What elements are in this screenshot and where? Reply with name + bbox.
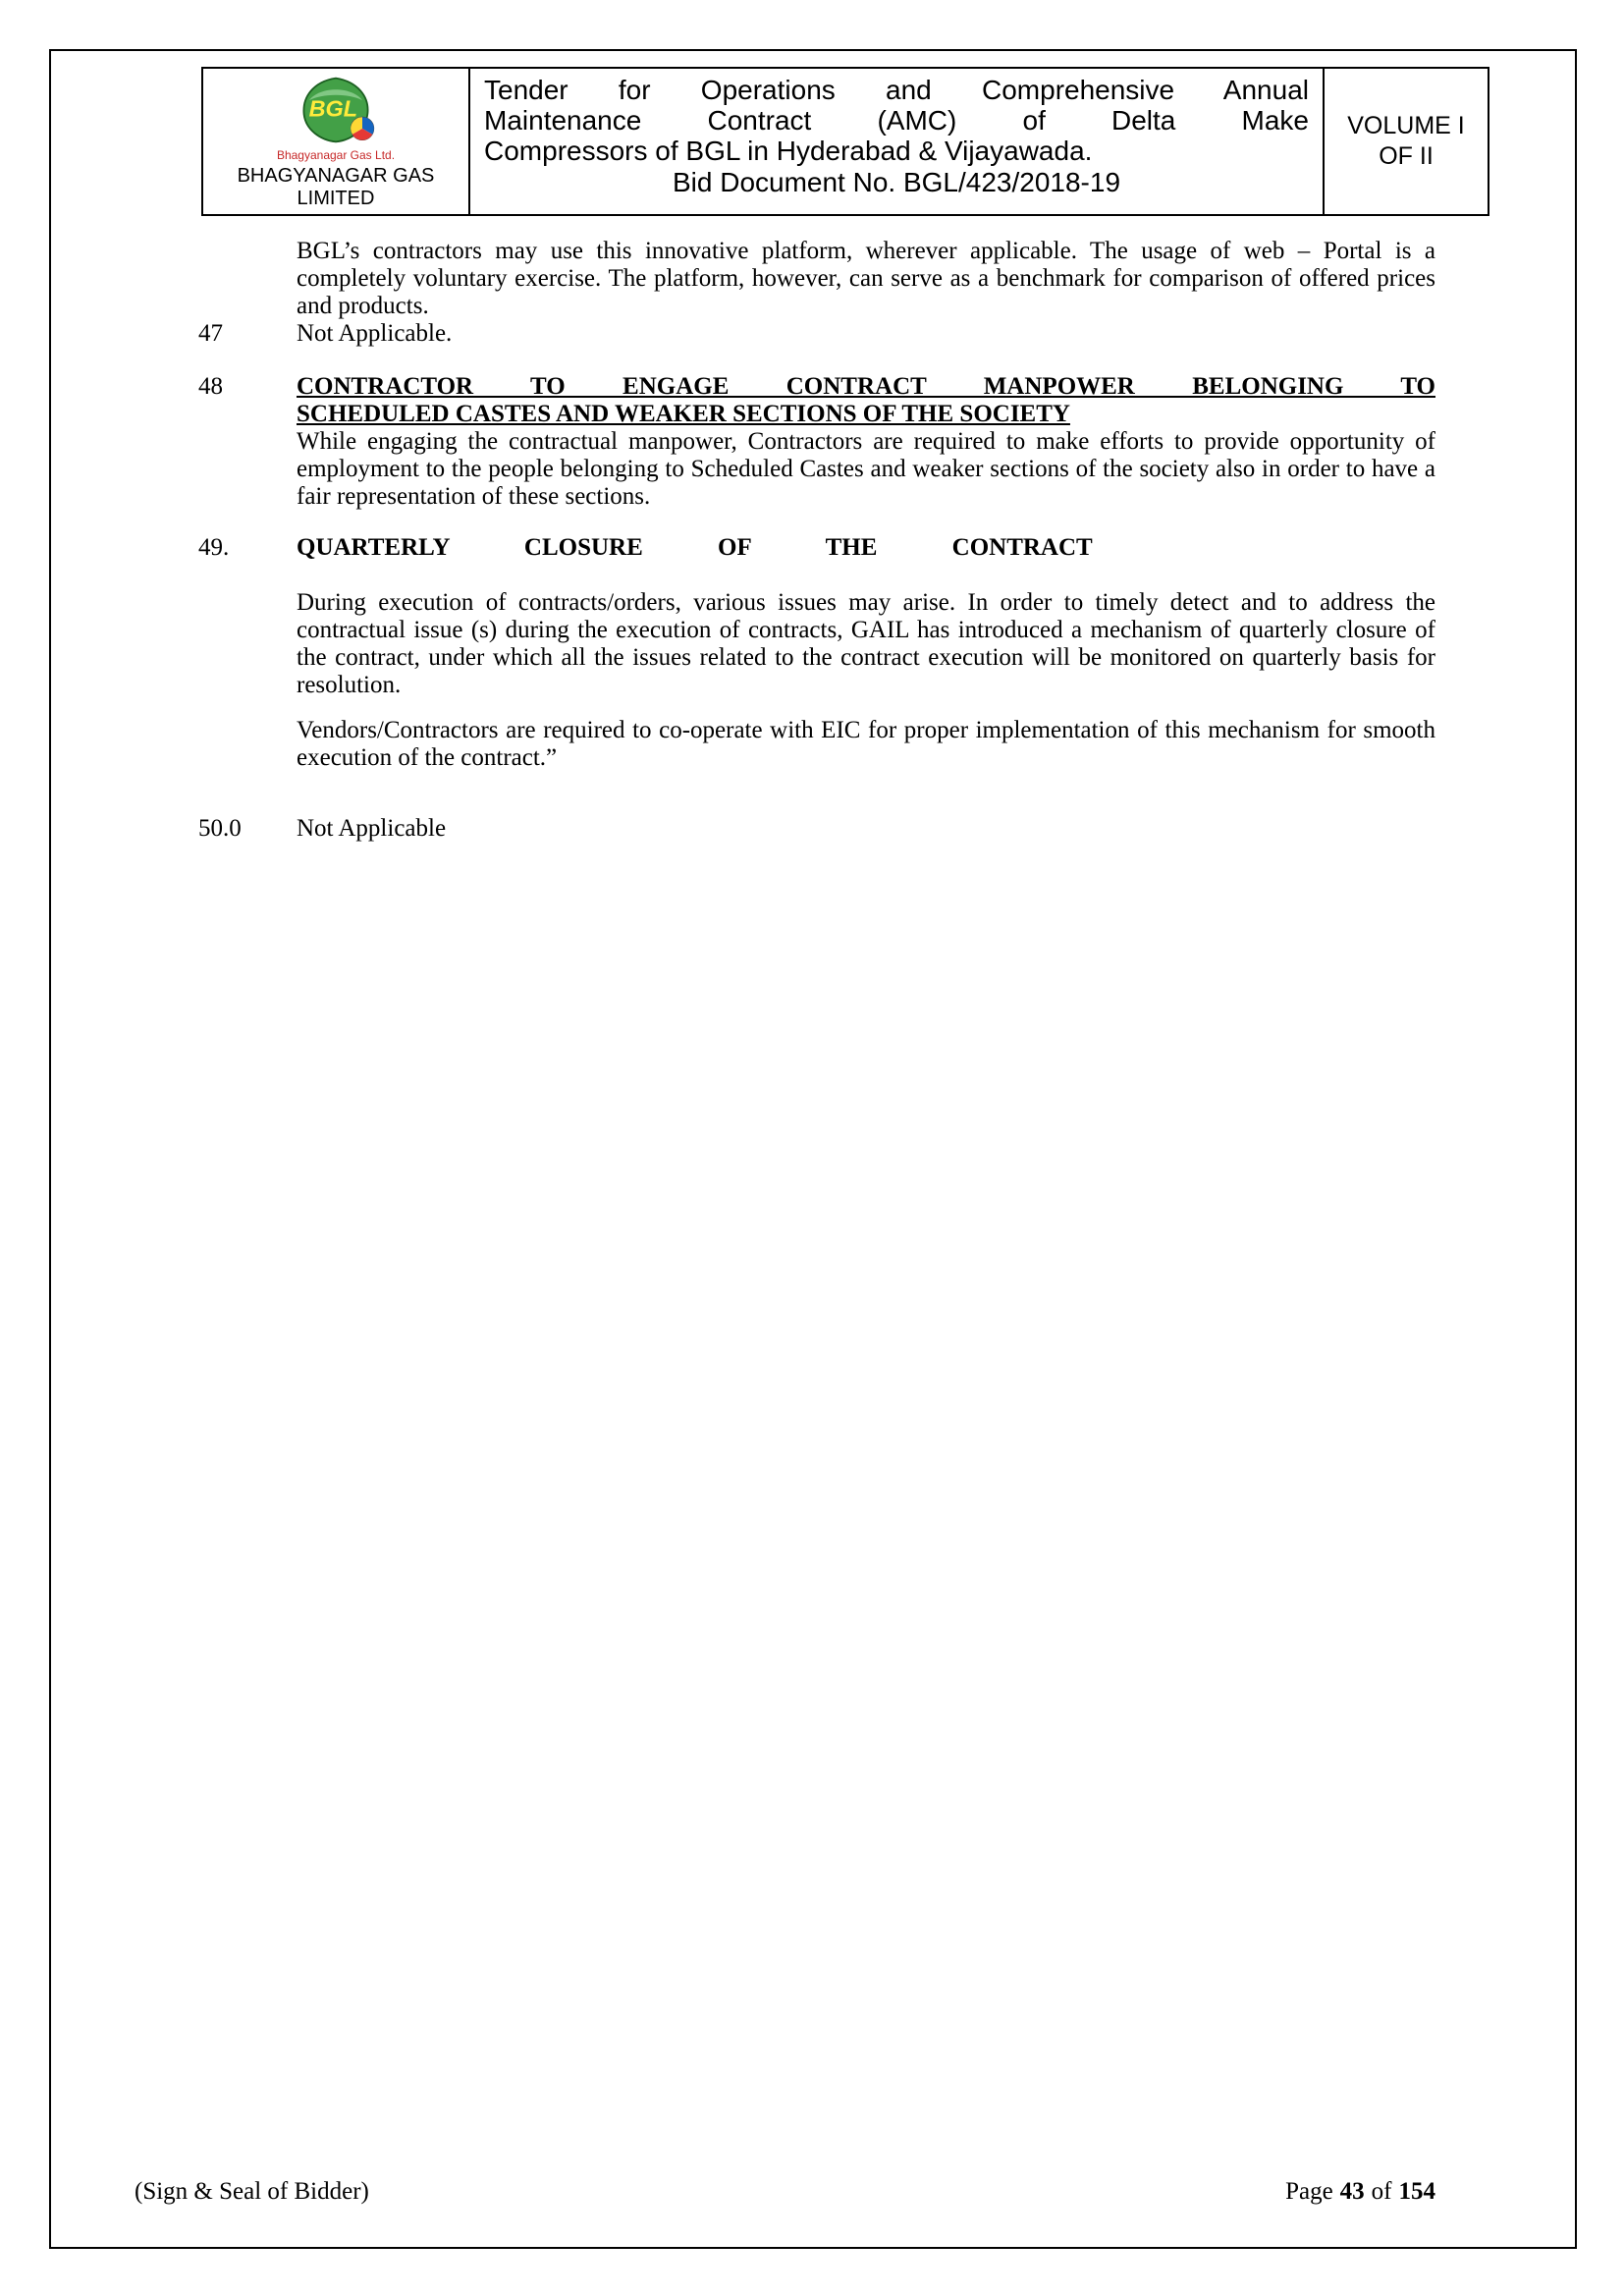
- logo-leaf-icon: [283, 74, 389, 146]
- org-name-line1: BHAGYANAGAR GAS: [237, 165, 435, 187]
- section-50: [198, 815, 1435, 843]
- section-49-heading: QUARTERLY CLOSURE OF THE CONTRACT: [297, 534, 1093, 561]
- section-48-heading: [297, 373, 1435, 428]
- volume-cell: [1325, 69, 1488, 214]
- section-47-number: 47: [198, 320, 223, 347]
- page-current: 43: [1339, 2178, 1365, 2205]
- logo-acronym: BGL: [308, 95, 357, 122]
- sign-seal-note: (Sign & Seal of Bidder): [135, 2178, 369, 2205]
- page-of-label: of: [1371, 2178, 1392, 2205]
- document-footer: [51, 2178, 1575, 2206]
- section-48: [198, 373, 1435, 511]
- bgl-logo: [283, 74, 389, 151]
- section-48-heading-line1: CONTRACTOR TO ENGAGE CONTRACT MANPOWER BELONGING TO: [297, 373, 1435, 400]
- section-50-number: 50.0: [198, 815, 242, 842]
- section-48-number: 48: [198, 373, 223, 400]
- logo-caption: Bhagyanagar Gas Ltd.: [276, 148, 396, 162]
- page-number: [1285, 2178, 1435, 2206]
- document-body: [198, 238, 1435, 843]
- volume-line-2: OF II: [1379, 142, 1434, 170]
- page-border: [49, 49, 1577, 2249]
- section-48-heading-line2: SCHEDULED CASTES AND WEAKER SECTIONS OF THE SOCIETY: [297, 401, 1070, 427]
- tender-title-line-3: Compressors of BGL in Hyderabad & Vijayawada.: [484, 136, 1093, 166]
- page-label: Page: [1285, 2178, 1333, 2205]
- org-name-line2: LIMITED: [297, 188, 375, 209]
- section-47-text: Not Applicable.: [297, 320, 453, 347]
- document-header: [201, 67, 1489, 216]
- section-49-paragraph-1: During execution of contracts/orders, various issues may arise. In order to timely detect and to address the contractual issue (s) during the execution of contracts, GAIL has introduced a mechanism of quarterly closure of the contract, under which all the issues related to the contract execution will be monitored on quarterly basis for resolution.: [297, 589, 1435, 698]
- section-49-number: 49.: [198, 534, 230, 561]
- page-total: 154: [1398, 2178, 1435, 2205]
- section-49-paragraph-2: Vendors/Contractors are required to co-operate with EIC for proper implementation of this mechanism for smooth execution of the contract.”: [297, 717, 1435, 771]
- tender-title-line-2: Maintenance Contract (AMC) of Delta Make: [484, 105, 1309, 136]
- section-48-paragraph: While engaging the contractual manpower, Contractors are required to make efforts to provide opportunity of employment to the people belonging to Scheduled Castes and weaker sections of the society also in order to have a fair representation of these sections.: [297, 428, 1435, 510]
- section-50-text: Not Applicable: [297, 815, 447, 842]
- tender-title-cell: [470, 69, 1325, 214]
- intro-paragraph: BGL’s contractors may use this innovative platform, wherever applicable. The usage of web – Portal is a completely voluntary exercise. The platform, however, can serve as a benchmark for comparison of offered prices and products.: [297, 238, 1435, 319]
- tender-title-line-1: Tender for Operations and Comprehensive Annual: [484, 75, 1309, 105]
- section-47: [198, 320, 1435, 348]
- org-name: [238, 165, 435, 210]
- logo-pie-icon: [351, 117, 373, 139]
- volume-line-1: VOLUME I: [1347, 112, 1465, 139]
- intro-paragraph-row: [198, 238, 1435, 320]
- logo-cell: [203, 69, 470, 214]
- section-49: [198, 534, 1435, 772]
- bid-document-number: Bid Document No. BGL/423/2018-19: [672, 167, 1121, 197]
